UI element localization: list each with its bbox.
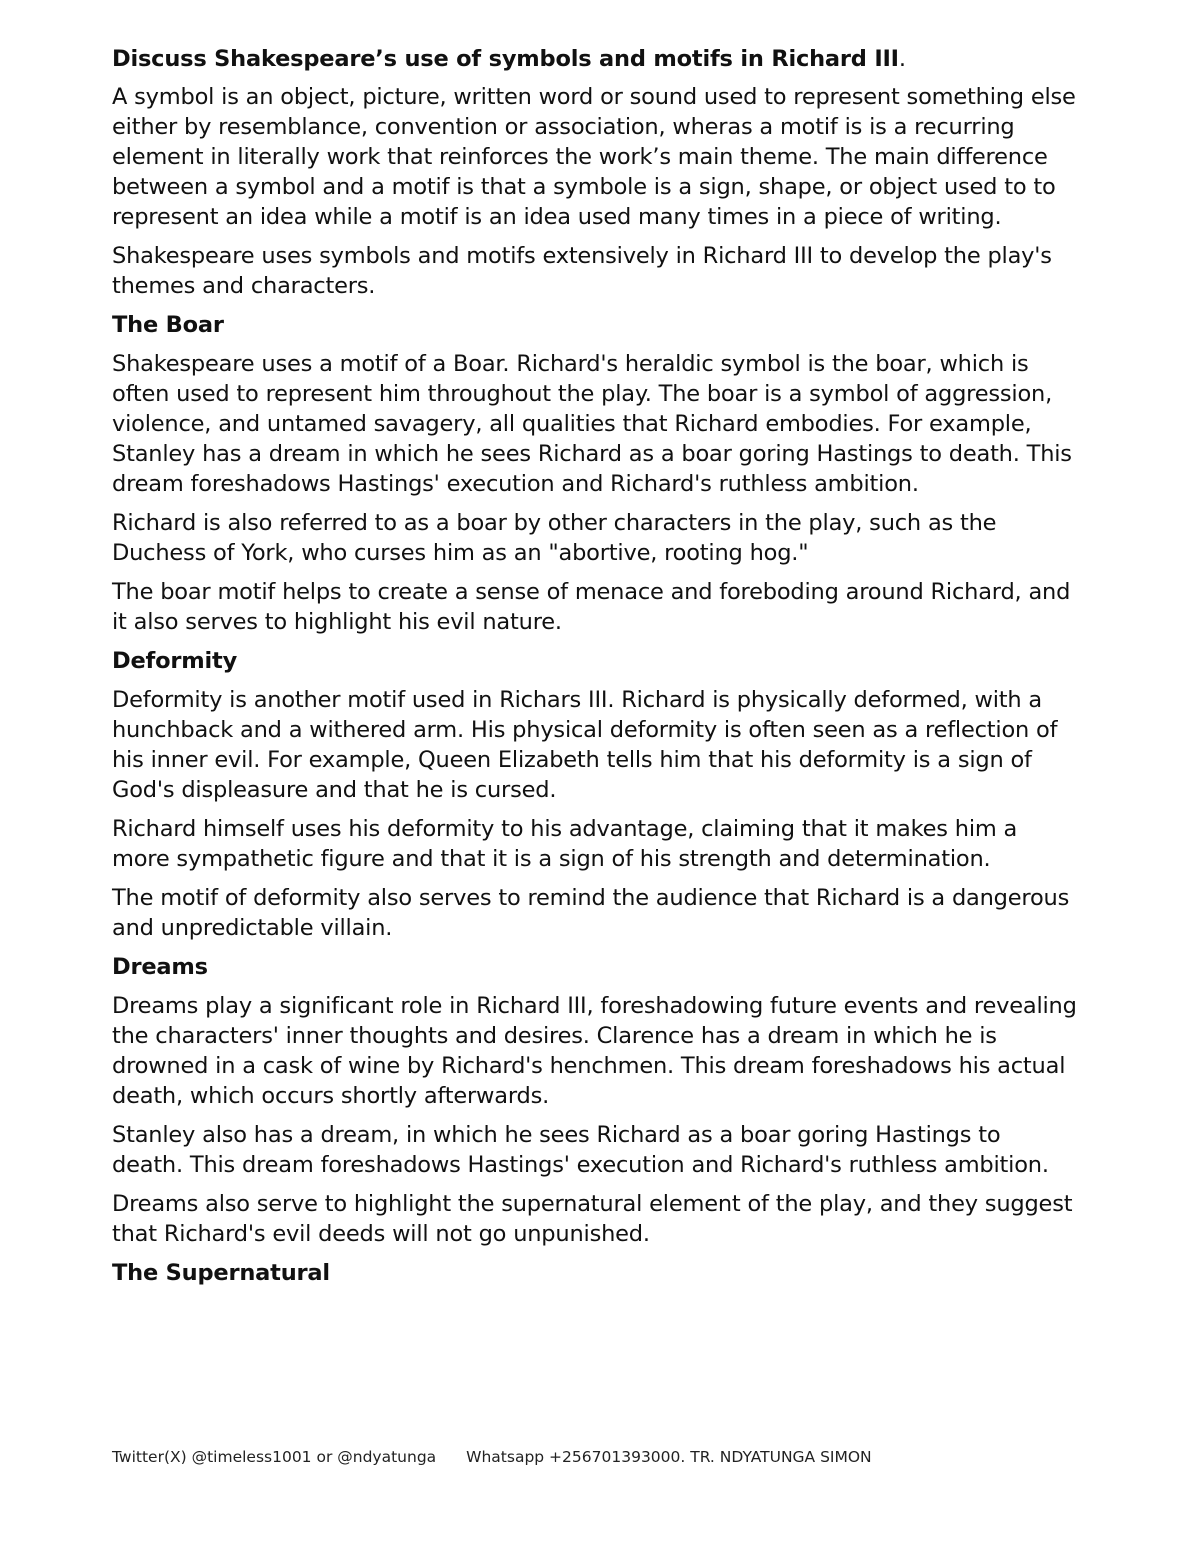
deformity-paragraph-1: Deformity is another motif used in Richars III. Richard is physically deformed, with a hunchback and a withered arm. His physical deformity is often seen as a reflection of his inner evil. For example, Queen Elizabeth tells him that his deformity is a sign of God's displeasure and that he is cursed. (112, 687, 1058, 803)
footer-whatsapp: Whatsapp +256701393000. TR. NDYATUNGA SIMON (466, 1448, 872, 1466)
dreams-paragraph-2: Stanley also has a dream, in which he sees Richard as a boar goring Hastings to death. This dream foreshadows Hastings' execution and Richard's ruthless ambition. (112, 1122, 1049, 1178)
document-page (112, 44, 1077, 1297)
section-heading-deformity: Deformity (112, 648, 238, 674)
deformity-paragraph-3: The motif of deformity also serves to remind the audience that Richard is a dangerous and unpredictable villain. (112, 885, 1070, 941)
intro-paragraph-2: Shakespeare uses symbols and motifs extensively in Richard III to develop the play's themes and characters. (112, 243, 1052, 299)
boar-paragraph-1: Shakespeare uses a motif of a Boar. Richard's heraldic symbol is the boar, which is often used to represent him throughout the play. The boar is a symbol of aggression, violence, and untamed savagery, all qualities that Richard embodies. For example, Stanley has a dream in which he sees Richard as a boar goring Hastings to death. This dream foreshadows Hastings' execution and Richard's ruthless ambition. (112, 351, 1072, 497)
document-title (112, 44, 1077, 74)
dreams-paragraph-3: Dreams also serve to highlight the supernatural element of the play, and they suggest that Richard's evil deeds will not go unpunished. (112, 1191, 1073, 1247)
section-heading-boar: The Boar (112, 312, 224, 338)
intro-paragraph-1: A symbol is an object, picture, written word or sound used to represent something else either by resemblance, convention or association, wheras a motif is is a recurring element in literally work that reinforces the work’s main theme. The main difference between a symbol and a motif is that a symbole is a sign, shape, or object used to to represent an idea while a motif is an idea used many times in a piece of writing. (112, 84, 1076, 230)
title-text: Discuss Shakespeare’s use of symbols and motifs in Richard III (112, 46, 899, 72)
dreams-paragraph-1: Dreams play a significant role in Richard III, foreshadowing future events and revealing the characters' inner thoughts and desires. Clarence has a dream in which he is drowned in a cask of wine by Richard's henchmen. This dream foreshadows his actual death, which occurs shortly afterwards. (112, 993, 1077, 1109)
footer-twitter: Twitter(X) @timeless1001 or @ndyatunga (112, 1448, 437, 1466)
deformity-paragraph-2: Richard himself uses his deformity to his advantage, claiming that it makes him a more sympathetic figure and that it is a sign of his strength and determination. (112, 816, 1018, 872)
title-period: . (898, 46, 906, 72)
page-footer (112, 1448, 872, 1466)
section-heading-supernatural: The Supernatural (112, 1260, 330, 1286)
boar-paragraph-3: The boar motif helps to create a sense of menace and foreboding around Richard, and it also serves to highlight his evil nature. (112, 579, 1071, 635)
boar-paragraph-2: Richard is also referred to as a boar by other characters in the play, such as the Duchess of York, who curses him as an "abortive, rooting hog." (112, 510, 997, 566)
section-heading-dreams: Dreams (112, 954, 208, 980)
